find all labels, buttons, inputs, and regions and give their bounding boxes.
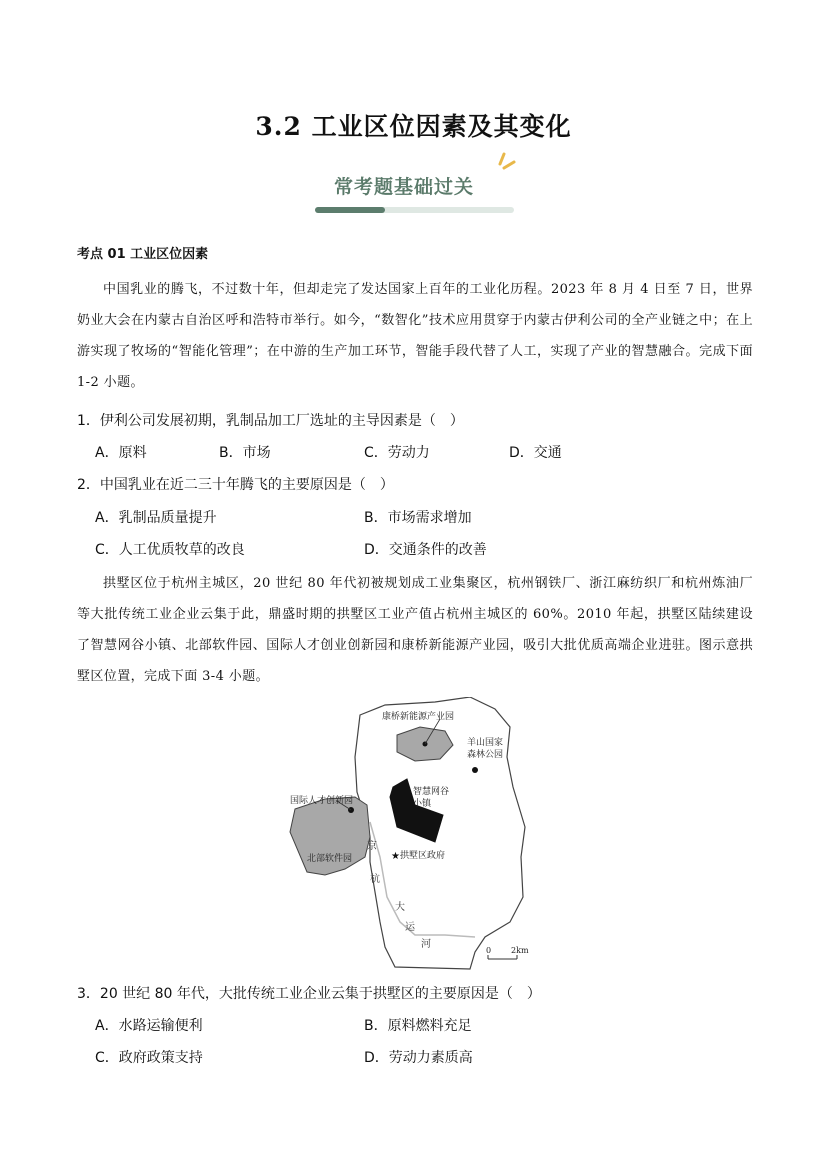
label-yangshan-2: 森林公园	[467, 750, 504, 760]
label-beibu: 北部软件园	[307, 854, 353, 864]
question-2-stem: 2．中国乳业在近二三十年腾飞的主要原因是（ ）	[77, 477, 394, 493]
scale-label-2km: 2km	[511, 946, 529, 955]
star-icon: ★	[391, 851, 400, 862]
label-kangqiao: 康桥新能源产业园	[382, 712, 455, 722]
canal-char-5: 河	[421, 939, 431, 950]
scale-label-0: 0	[486, 946, 492, 955]
question-1-stem: 1．伊利公司发展初期，乳制品加工厂选址的主导因素是（ ）	[77, 413, 464, 429]
passage-2: 拱墅区位于杭州主城区，20 世纪 80 年代初被规划成工业集聚区，杭州钢铁厂、浙江麻纺织厂和杭州炼油厂等大批传统工业企业云集于此，鼎盛时期的拱墅区工业产值占杭州主城区的 60%。2010 年起，拱墅区陆续建设了智慧网谷小镇、北部软件园、国际人才创业创新园和康桥新能源产业园，吸引大批优质高端企业进驻。图示意拱墅区位置，完成下面 3-4 小题。	[77, 576, 753, 684]
q3-option-a: A．水路运输便利	[95, 1018, 203, 1034]
canal-char-1: 京	[367, 841, 377, 852]
q1-option-b: B．市场	[219, 445, 271, 461]
label-gov: 拱墅区政府	[400, 851, 446, 861]
page-title: 3.2 工业区位因素及其变化	[255, 112, 572, 141]
q2-option-b: B．市场需求增加	[364, 510, 472, 526]
canal-char-3: 大	[395, 902, 405, 913]
passage-1: 中国乳业的腾飞，不过数十年，但却走完了发达国家上百年的工业化历程。2023 年 8 月 4 日至 7 日，世界奶业大会在内蒙古自治区呼和浩特市举行。如今，“数智化”技术应用贯穿于内蒙古伊利公司的全产业链之中；在上游实现了牧场的“智能化管理”；在中游的生产加工环节，智能手段代替了人工，实现了产业的智慧融合。完成下面 1-2 小题。	[77, 282, 753, 390]
label-rencai: 国际人才创新园	[290, 796, 354, 806]
gongshu-district-map	[285, 697, 545, 972]
label-zhihui-1: 智慧网谷	[413, 787, 450, 797]
q2-option-d: D．交通条件的改善	[364, 542, 487, 558]
yangshan-point	[472, 767, 478, 773]
q3-option-b: B．原料燃料充足	[364, 1018, 472, 1034]
sparkle-decoration-icon	[490, 150, 520, 180]
q3-option-c: C．政府政策支持	[95, 1050, 203, 1066]
q1-option-d: D．交通	[509, 445, 562, 461]
question-3-stem: 3．20 世纪 80 年代，大批传统工业企业云集于拱墅区的主要原因是（ ）	[77, 986, 541, 1002]
badge-underline-accent	[315, 207, 385, 213]
canal-char-2: 杭	[370, 874, 380, 885]
label-yangshan-1: 羊山国家	[467, 738, 504, 748]
section-heading: 考点 01 工业区位因素	[77, 247, 209, 262]
q2-option-c: C．人工优质牧草的改良	[95, 542, 245, 558]
q2-option-a: A．乳制品质量提升	[95, 510, 217, 526]
q1-option-c: C．劳动力	[364, 445, 430, 461]
section-badge: 常考题基础过关	[334, 176, 475, 198]
q3-option-d: D．劳动力素质高	[364, 1050, 473, 1066]
label-zhihui-2: 小镇	[413, 799, 432, 809]
q1-option-a: A．原料	[95, 445, 147, 461]
canal-char-4: 运	[405, 922, 415, 933]
